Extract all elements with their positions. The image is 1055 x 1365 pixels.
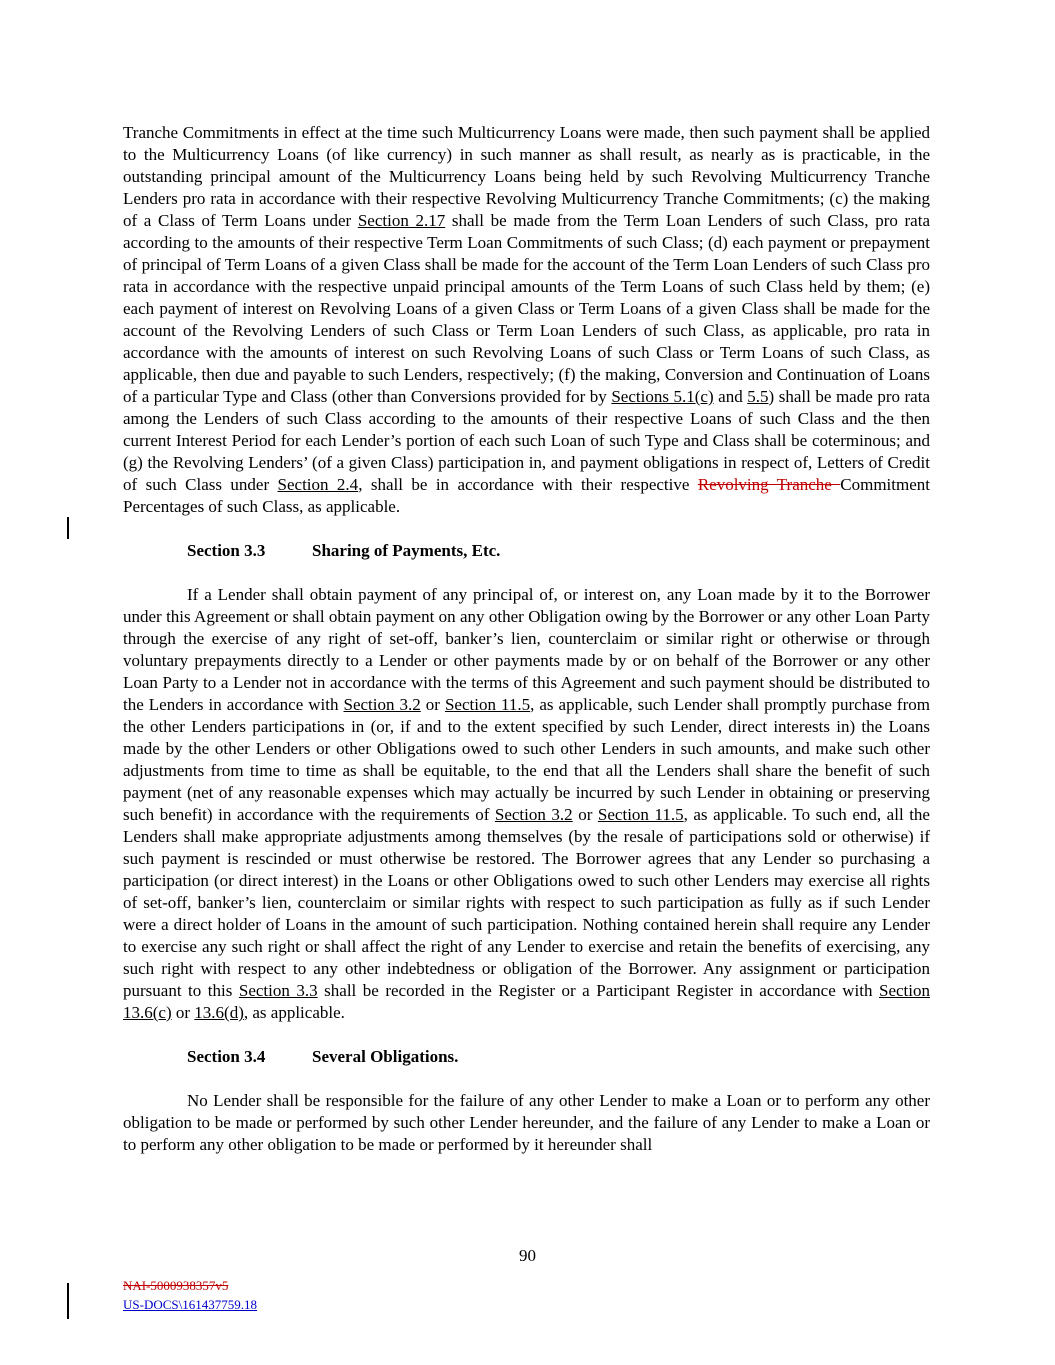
change-bar-footer xyxy=(67,1283,69,1319)
text-run-underline: Section 13.6(c) xyxy=(123,981,930,1022)
page-number: 90 xyxy=(519,1246,536,1265)
section-title: Several Obligations. xyxy=(312,1047,459,1066)
section-number: Section 3.4 xyxy=(187,1047,266,1066)
text-run-underline: Section 3.2 xyxy=(343,695,421,714)
text-run: No Lender shall be responsible for the failure of any other Lender to make a Loan or to perform any other obligation to be made or performed by such other Lender hereunder, and the failure of any Lender to make a Loan or to perform any other obligation to be made or performed by it hereunder shall xyxy=(123,1091,930,1154)
text-run: , as applicable. xyxy=(243,1003,345,1022)
text-run: or xyxy=(572,805,598,824)
text-run-underline: Section 2.4 xyxy=(277,475,359,494)
page-footer xyxy=(123,1276,257,1314)
text-run-underline: 5.5 xyxy=(747,387,769,406)
text-run-underline: Section 11.5 xyxy=(597,805,684,824)
text-run: If a Lender shall obtain payment of any principal of, or interest on, any Loan made by it to the Borrower under this Agreement or shall obtain payment on any other Obligation owing by the Borrower or any other Loan Party through the exercise of any right of set-off, banker’s lien, counterclaim or similar right or otherwise or through voluntary prepayments directly to a Lender or other payments made by or on behalf of the Borrower or any other Loan Party to a Lender not in accordance with the terms of this Agreement and such payment should be distributed to the Lenders in accordance with xyxy=(123,585,930,714)
footer-doc-id: US-DOCS\161437759.18 xyxy=(123,1297,257,1312)
text-run: , as applicable. To such end, all the Lenders shall make appropriate adjustments among themselves (by the resale of participations sold or otherwise) if such payment is rescinded or must otherwise be restored. The Borrower agrees that any Lender so purchasing a participation (or direct interest) in the Loans or other Obligations owed to such other Lenders may exercise all rights of set-off, banker’s lien, counterclaim or similar rights with respect to such participation as fully as if such Lender were a direct holder of Loans in the amount of such participation. Nothing contained herein shall require any Lender to exercise any such right or shall affect the right of any Lender to exercise and retain the benefits of exercising, any such right with respect to any other indebtedness or obligation of the Borrower. Any assignment or participation pursuant to this xyxy=(123,805,930,1000)
change-bar-revision xyxy=(67,517,69,539)
text-run-underline: Section 3.3 xyxy=(238,981,318,1000)
text-run: or xyxy=(171,1003,195,1022)
footer-doc-id-deleted: NAI-5000938357v5 xyxy=(123,1278,229,1293)
text-run: shall be recorded in the Register or a Participant Register in accordance with xyxy=(317,981,879,1000)
section-number: Section 3.3 xyxy=(187,541,266,560)
paragraph-pro-rata-continuation xyxy=(123,122,930,518)
text-run: shall be made from the Term Loan Lenders of such Class, pro rata according to the amounts of their respective Term Loan Commitments of such Class; (d) each payment or prepayment of principal of Term Loans of a given Class shall be made for the account of the Term Loan Lenders of such Class pro rata in accordance with the respective unpaid principal amounts of the Term Loans of such Class held by them; (e) each payment of interest on Revolving Loans of a given Class or Term Loans of a given Class shall be made for the account of the Revolving Lenders of such Class or Term Loan Lenders of such Class, as applicable, pro rata in accordance with the amounts of interest on such Revolving Loans of such Class or Term Loans of such Class, as applicable, then due and payable to such Lenders, respectively; (f) the making, Conversion and Continuation of Loans of a particular Type and Class (other than Conversions provided for by xyxy=(123,211,930,406)
heading-section-3-3 xyxy=(187,540,930,562)
text-run: , as applicable, such Lender shall promptly purchase from the other Lenders participations in (or, if and to the extent specified by such Lender, direct interests in) the Loans made by the other Lenders or other Obligations owed to such other Lenders in such amounts, and make such other adjustments from time to time as shall be equitable, to the end that all the Lenders shall share the benefit of such payment (net of any reasonable expenses which may actually be incurred by such Lender in obtaining or preserving such benefit) in accordance with the requirements of xyxy=(123,695,930,824)
text-run: Tranche Commitments in effect at the time such Multicurrency Loans were made, then such payment shall be applied to the Multicurrency Loans (of like currency) in such manner as shall result, as nearly as is practicable, in the outstanding principal amount of the Multicurrency Loans being held by such Revolving Multicurrency Tranche Lenders pro rata in accordance with their respective Revolving Multicurrency Tranche Commitments; (c) the making of a Class of Term Loans under xyxy=(123,123,930,230)
page-body xyxy=(123,122,930,1178)
text-run: ) shall be made pro rata among the Lenders of such Class according to the amounts of their respective Loans of such Class and the then current Interest Period for each Lender’s portion of each such Loan of such Type and Class shall be coterminous; and (g) the Revolving Lenders’ (of a given Class) participation in, and payment obligations in respect of, Letters of Credit of such Class under xyxy=(123,387,930,494)
text-run-underline: 13.6(d) xyxy=(194,1003,244,1022)
text-run: or xyxy=(420,695,445,714)
text-run: , shall be in accordance with their respective xyxy=(358,475,698,494)
paragraph-several-obligations xyxy=(123,1090,930,1156)
section-title: Sharing of Payments, Etc. xyxy=(312,541,501,560)
text-run-underline: Sections 5.1(c) xyxy=(611,387,714,406)
text-run-red-strike: Revolving Tranche xyxy=(697,475,841,494)
text-run: and xyxy=(713,387,748,406)
text-run-underline: Section 11.5 xyxy=(444,695,531,714)
paragraph-sharing-of-payments xyxy=(123,584,930,1024)
text-run-underline: Section 2.17 xyxy=(357,211,446,230)
heading-section-3-4 xyxy=(187,1046,930,1068)
text-run: Commitment Percentages of such Class, as applicable. xyxy=(123,475,930,516)
text-run-underline: Section 3.2 xyxy=(494,805,573,824)
